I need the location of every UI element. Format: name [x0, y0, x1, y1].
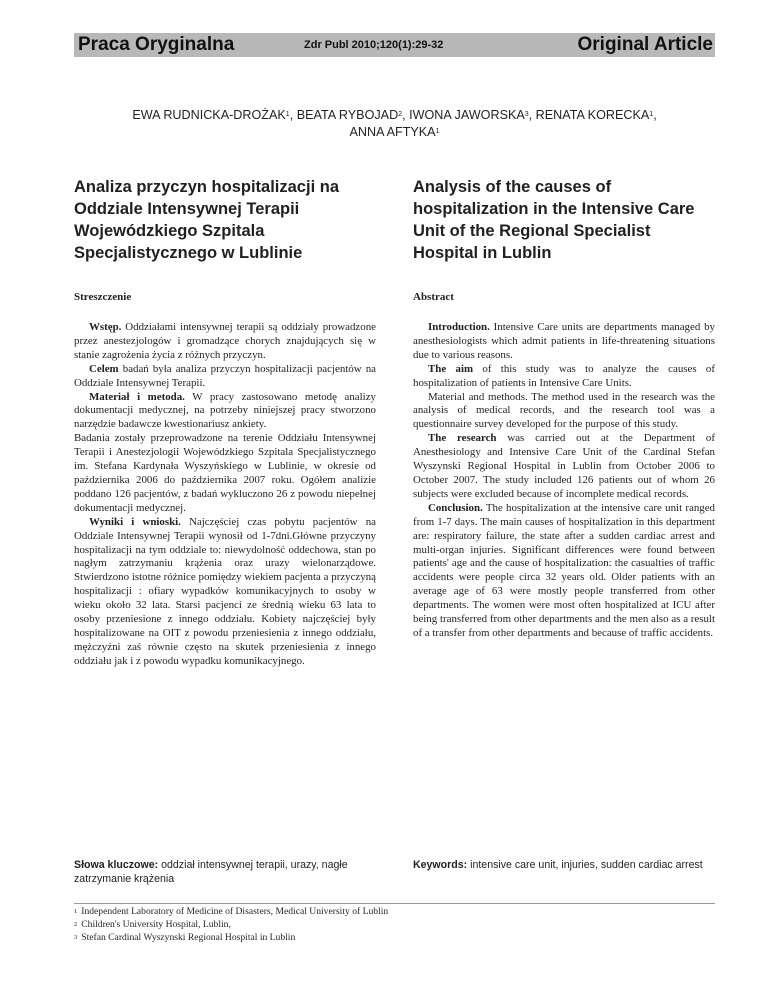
footnote: $^1$ Independent Laboratory of Medicine of Disasters, Medical University of Lublin: [74, 906, 389, 917]
footnote-divider: [74, 903, 715, 904]
abstract-paragraph: The aim of this study was to analyze the causes of hospitalization of patients in Intensive Care Units.: [413, 362, 715, 389]
journal-header-bar: [74, 33, 715, 57]
abstract-body-en: [413, 321, 715, 641]
author: BEATA RYBOJAD$^2$,: [296, 108, 410, 122]
author: IWONA JAWORSKA$^3$,: [409, 108, 536, 122]
keywords-text: intensive care unit, injuries, sudden cardiac arrest: [467, 859, 703, 871]
footnote: $^2$ Children's University Hospital, Lublin,: [74, 919, 231, 930]
abstract-heading-en: Abstract: [413, 291, 454, 303]
article-title-pl: Analiza przyczyn hospitalizacji na Oddziale Intensywnej Terapii Wojewódzkiego Szpitala Specjalistycznego w Lublinie: [74, 178, 339, 262]
footnote: $^3$ Stefan Cardinal Wyszynski Regional Hospital in Lublin: [74, 932, 296, 943]
abstract-paragraph: Badania zostały przeprowadzone na terenie Oddziału Intensywnej Terapii i Anestezjologii Wojewódzkiego Szpitala Specjalistycznego im. Stefana Kardynała Wyszyńskiego w Lublinie, w okresie od października 2006 do października 2007 roku. Ogółem analizie poddano 126 pacjentów, z badań wykluczono 26 z powodu niepełnej dokumentacji medycznej.: [74, 432, 376, 514]
abstract-paragraph: Materiał i metoda. W pracy zastosowano metodę analizy dokumentacji medycznej, na potrzeby niniejszej pracy stworzono narzędzie badawcze kwestionariusz ankiety.: [74, 390, 376, 431]
keywords-pl: [74, 858, 376, 886]
abstract-body-pl: [74, 321, 376, 669]
abstract-paragraph: Wyniki i wnioski. Najczęściej czas pobytu pacjentów na Oddziale Intensywnej Terapii wynosił od 1-7dni.Główne przyczyny hospitalizacji na tym oddziale to: niewydolność oddechowa, stan po nagłym zatrzymaniu krążenia oraz urazy wielonarządowe. Stwierdzono istotne różnice pomiędzy wiekiem pacjenta a przyczyną hospitalizacji : ofiary wypadków komunikacyjnych to osoby w wieku około 32 lata. Starsi pacjenci ze średnią wieku 63 lata to osoby przeniesione z innego oddziału. Kobiety najczęściej były hospitalizowane na OIT z powodu przeniesienia z innego oddziału, mężczyźni zaś równie często na skutek przeniesienia z innego oddziału jak i z powodu wypadku komunikacyjnego.: [74, 515, 376, 667]
author: RENATA KORECKA$^1$,: [535, 108, 657, 122]
article-type-pl: Praca Oryginalna: [78, 34, 235, 55]
keywords-text: oddział intensywnej terapii, urazy, nagłe zatrzymanie krążenia: [74, 859, 348, 885]
abstract-paragraph: Wstęp. Oddziałami intensywnej terapii są oddziały prowadzone przez anestezjologów i gromadzące chorych znajdujących się w stanie zagrożenia życia z różnych przyczyn.: [74, 321, 376, 361]
affiliation-footnotes: [74, 905, 715, 944]
keywords-en: [413, 858, 715, 872]
author: EWA RUDNICKA-DROŻAK$^1$,: [132, 108, 297, 122]
article-title-en: Analysis of the causes of hospitalization in the Intensive Care Unit of the Regional Specialist Hospital in Lublin: [413, 178, 695, 262]
abstract-paragraph: Celem badań była analiza przyczyn hospitalizacji pacjentów na Oddziale Intensywnej Terapii.: [74, 362, 376, 389]
journal-citation: Zdr Publ 2010;120(1):29-32: [304, 39, 444, 51]
keywords-label: Keywords:: [413, 859, 468, 871]
abstract-paragraph: Conclusion. The hospitalization at the intensive care unit ranged from 1-7 days. The main causes of hospitalization in this department are: respiratory failure, the state after a sudden cardiac arrest and multi-organ injuries. Significant differences were found between patients' age and the cause of hospitalization: the casualties of traffic accidents were people circa 32 years old. Older patients with an average age of 63 were mostly people transferred from other departments. The women were most often hospitalized at ICU after being transferred from other departments and the men also as a result of a transfer from other departments and because of traffic accidents.: [413, 501, 715, 639]
abstract-paragraph: Introduction. Intensive Care units are departments managed by anesthesiologists which admit patients in life-threatening situations due to various reasons.: [413, 321, 715, 361]
author-list: [74, 107, 715, 141]
author: ANNA AFTYKA$^1$: [349, 125, 440, 139]
article-type-en: Original Article: [577, 34, 713, 55]
abstract-paragraph: Material and methods. The method used in the research was the analysis of medical records, and the research tool was a questionnaire survey developed for the purpose of this study.: [413, 390, 715, 431]
abstract-paragraph: The research was carried out at the Department of Anesthesiology and Intensive Care Unit of the Cardinal Stefan Wyszynski Regional Hospital in Lublin from October 2006 to October 2007. The study included 126 patients out of whom 26 subjects were excluded because of incomplete medical records.: [413, 432, 715, 500]
keywords-label: Słowa kluczowe:: [74, 859, 159, 871]
abstract-heading-pl: Streszczenie: [74, 291, 132, 303]
